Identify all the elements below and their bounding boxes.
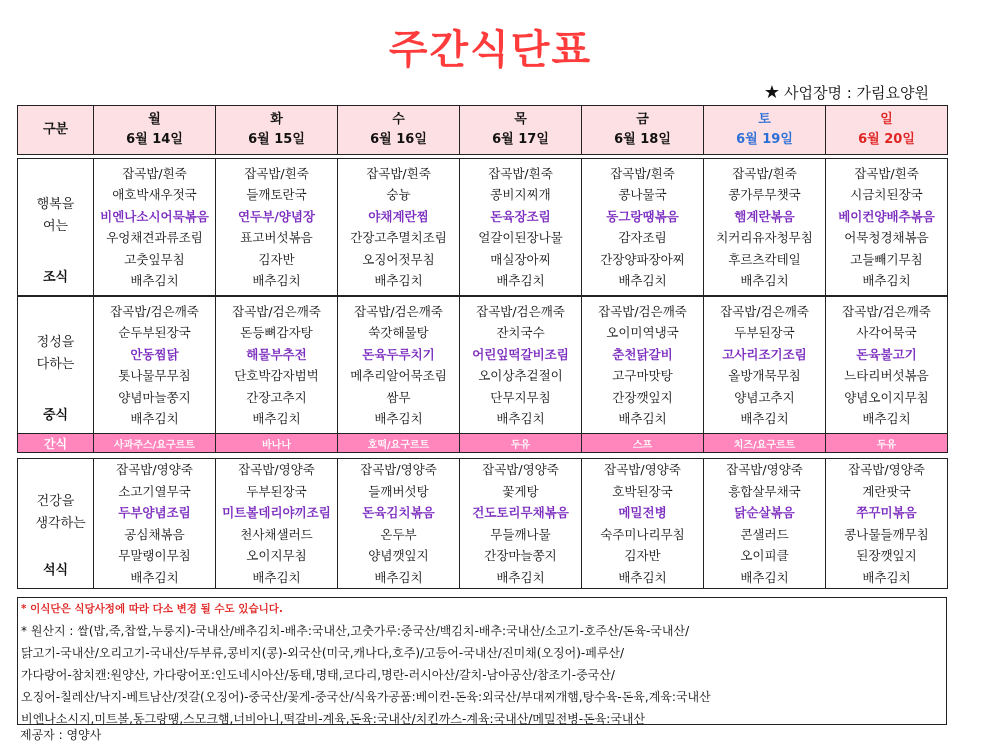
menu-cell [582, 159, 704, 296]
menu-item: 어묵청경채볶음 [844, 230, 929, 245]
menu-item: 배추김치 [374, 569, 423, 585]
menu-item: 잡곡밥/흰죽 [610, 165, 675, 181]
menu-cell [826, 459, 948, 589]
menu-item: 오이피클 [740, 548, 789, 563]
menu-item: 계란팟국 [862, 483, 911, 499]
menu-item: 배추김치 [130, 569, 179, 585]
menu-item: 후르츠칵테일 [728, 251, 801, 267]
day-date: 6월 17일 [492, 132, 549, 147]
menu-cell [94, 159, 216, 296]
day-header [94, 106, 216, 155]
menu-item: 양념깻잎지 [368, 548, 429, 563]
notes-lines [21, 620, 943, 730]
menu-item: 감자조림 [618, 230, 667, 245]
menu-cell [338, 459, 460, 589]
menu-item: 올방개묵무침 [728, 368, 801, 383]
menu-item: 꽃게탕 [502, 483, 539, 499]
menu-item: 간장고추지 [246, 389, 307, 405]
provider: 제공자 : 영양사 [20, 728, 102, 742]
menu-item: 잡곡밥/영양죽 [238, 462, 315, 477]
meal-type: 조식 [42, 270, 69, 285]
meal-label [18, 159, 94, 296]
menu-item: 오이미역냉국 [606, 325, 679, 340]
notes-line: 오징어-칠레산/낙지-베트남산/젓갈(오징어)-중국산/꽃게-중국산/식육가공품:베이컨-돈육:외국산/부대찌개햄,탕수육-돈육,계육:국내산 [21, 690, 711, 704]
menu-item: 잡곡밥/영양죽 [116, 462, 193, 477]
main-dish: 춘천닭갈비 [612, 346, 673, 362]
meal-title: 정성을 다하는 [36, 335, 75, 372]
day-header [460, 106, 582, 155]
menu-cell [94, 459, 216, 589]
day-name: 토 [758, 112, 771, 127]
menu-item: 간장마늘쫑지 [484, 548, 557, 563]
menu-item: 배추김치 [374, 411, 423, 426]
menu-item: 잡곡밥/검은깨죽 [232, 303, 321, 319]
day-name: 월 [148, 112, 161, 127]
menu-item: 매실장아찌 [490, 251, 551, 267]
day-date: 6월 20일 [858, 132, 915, 147]
menu-cell [826, 159, 948, 296]
header-table [17, 105, 948, 155]
menu-item: 배추김치 [496, 569, 545, 585]
menu-item: 숭늉 [386, 187, 411, 202]
menu-item: 잡곡밥/영양죽 [482, 462, 559, 477]
day-date: 6월 16일 [370, 132, 427, 147]
meal-title: 행복을 여는 [36, 197, 75, 234]
notes-line: * 원산지 : 쌀(밥,죽,찹쌀,누룽지)-국내산/배추김치-배추:국내산,고춧가루:중국산/백김치-배추:국내산/소고기-호주산/돈육-국내산/ [21, 624, 690, 638]
menu-item: 잡곡밥/영양죽 [360, 462, 437, 477]
main-dish: 연두부/양념장 [237, 208, 316, 224]
snack-item: 두유 [826, 434, 948, 453]
menu-item: 배추김치 [496, 273, 545, 288]
main-dish: 야채계란찜 [368, 208, 429, 224]
snack-item: 바나나 [216, 434, 338, 453]
menu-item: 배추김치 [862, 273, 911, 288]
menu-item: 잡곡밥/흰죽 [244, 165, 309, 181]
menu-item: 느타리버섯볶음 [844, 368, 929, 383]
menu-item: 잡곡밥/검은깨죽 [842, 303, 931, 319]
menu-cell [216, 459, 338, 589]
meal-row [18, 459, 948, 589]
notes-line: 닭고기-국내산/오리고기-국내산/두부류,콩비지(콩)-외국산(미국,캐나다,호주)/고등어-국내산/진미채(오징어)-페루산/ [21, 646, 625, 660]
menu-item: 숙주미나리무침 [600, 526, 685, 542]
menu-item: 오징어젓무침 [362, 251, 435, 267]
menu-item: 잡곡밥/영양죽 [726, 462, 803, 477]
menu-item: 양념마늘쫑지 [118, 389, 191, 405]
menu-item: 쑥갓해물탕 [368, 325, 429, 340]
meal-label [18, 297, 94, 434]
main-dish: 메밀전병 [618, 505, 667, 520]
day-date: 6월 14일 [126, 132, 183, 147]
main-dish: 해물부추전 [246, 346, 307, 362]
menu-item: 배추김치 [862, 411, 911, 426]
menu-cell [460, 297, 582, 434]
snack-row [18, 434, 948, 453]
menu-item: 우엉채견과류조림 [106, 230, 203, 245]
menu-item: 고들빼기무침 [850, 251, 923, 267]
menu-item: 단호박감자범벅 [234, 368, 319, 383]
meal-type: 석식 [42, 563, 69, 578]
menu-item: 얼갈이된장나물 [478, 230, 563, 245]
menu-item: 천사채샐러드 [240, 526, 313, 542]
star-icon: ★ [763, 82, 780, 103]
main-dish: 쭈꾸미볶음 [856, 505, 917, 520]
menu-item: 두부된장국 [734, 325, 795, 340]
menu-item: 배추김치 [618, 411, 667, 426]
day-name: 일 [880, 112, 893, 127]
menu-item: 콩가루무챗국 [728, 187, 801, 202]
menu-cell [704, 459, 826, 589]
day-header [338, 106, 460, 155]
day-header [216, 106, 338, 155]
menu-item: 잡곡밥/검은깨죽 [354, 303, 443, 319]
snack-label: 간식 [18, 434, 94, 453]
menu-item: 잡곡밥/흰죽 [366, 165, 431, 181]
day-name: 목 [514, 112, 527, 127]
menu-item: 무들깨나물 [490, 526, 551, 542]
menu-item: 표고버섯볶음 [240, 230, 313, 245]
main-dish: 동그랑땡볶음 [606, 208, 679, 224]
main-dish: 베이컨양배추볶음 [838, 208, 935, 224]
menu-item: 배추김치 [130, 273, 179, 288]
menu-item: 잡곡밥/흰죽 [122, 165, 187, 181]
menu-item: 두부된장국 [246, 483, 307, 499]
menu-item: 순두부된장국 [118, 325, 191, 340]
facility-label: 사업장명 : 가림요양원 [783, 84, 929, 102]
menu-item: 잡곡밥/검은깨죽 [598, 303, 687, 319]
menu-item: 잡곡밥/흰죽 [732, 165, 797, 181]
menu-cell [826, 297, 948, 434]
main-dish: 돈육김치볶음 [362, 505, 435, 520]
menu-item: 치커리유자청무침 [716, 230, 813, 245]
menu-item: 들깨버섯탕 [368, 483, 429, 499]
meal-row [18, 297, 948, 434]
menu-item: 간장고추멸치조림 [350, 230, 447, 245]
day-name: 화 [270, 112, 283, 127]
day-header [826, 106, 948, 155]
meal-title: 건강을 생각하는 [35, 493, 86, 531]
day-date: 6월 15일 [248, 132, 305, 147]
main-dish: 닭순살볶음 [734, 505, 795, 520]
main-dish: 비엔나소시어묵볶음 [100, 208, 209, 224]
menu-item: 소고기열무국 [118, 483, 191, 499]
menu-cell [94, 297, 216, 434]
main-dish: 두부양념조림 [118, 505, 191, 520]
menu-item: 양념오이지무침 [844, 389, 929, 405]
main-dish: 돈육장조림 [490, 208, 551, 224]
menu-item: 잡곡밥/검은깨죽 [110, 303, 199, 319]
menu-item: 잡곡밥/영양죽 [848, 462, 925, 477]
menu-item: 톳나물무무침 [118, 368, 191, 383]
breakfast-table [17, 158, 948, 296]
main-dish: 돈육불고기 [856, 346, 917, 362]
menu-item: 된장깻잎지 [856, 548, 917, 563]
menu-item: 잔치국수 [496, 325, 545, 340]
menu-cell [460, 459, 582, 589]
meal-row [18, 159, 948, 296]
header-row [18, 106, 948, 155]
menu-item: 무말랭이무침 [118, 548, 191, 563]
menu-item: 김자반 [624, 548, 661, 563]
day-name: 수 [392, 112, 405, 127]
menu-item: 콩나물들깨무침 [844, 526, 929, 542]
main-dish: 건도토리무채볶음 [472, 505, 569, 520]
menu-cell [338, 297, 460, 434]
menu-item: 배추김치 [252, 569, 301, 585]
menu-cell [338, 159, 460, 296]
menu-item: 온두부 [380, 526, 417, 542]
menu-item: 배추김치 [740, 569, 789, 585]
menu-cell [460, 159, 582, 296]
menu-item: 콩나물국 [618, 187, 667, 202]
menu-item: 잡곡밥/흰죽 [854, 165, 919, 181]
menu-item: 배추김치 [130, 411, 179, 426]
menu-item: 애호박새우젓국 [112, 187, 197, 202]
menu-item: 메추리알어묵조림 [350, 368, 447, 383]
menu-item: 시금치된장국 [850, 187, 923, 202]
menu-item: 배추김치 [740, 273, 789, 288]
menu-item: 잡곡밥/흰죽 [488, 165, 553, 181]
day-date: 6월 18일 [614, 132, 671, 147]
menu-cell [216, 297, 338, 434]
menu-item: 오이상추겉절이 [478, 368, 563, 383]
main-dish: 어린잎떡갈비조림 [472, 346, 569, 362]
menu-item: 들깨토란국 [246, 187, 307, 202]
menu-cell [582, 459, 704, 589]
menu-item: 돈등뼈감자탕 [240, 325, 313, 340]
menu-item: 잡곡밥/검은깨죽 [476, 303, 565, 319]
menu-item: 쌈무 [386, 389, 411, 405]
menu-cell [216, 159, 338, 296]
main-dish: 안동찜닭 [130, 346, 179, 362]
main-dish: 미트볼데리야끼조림 [222, 505, 331, 520]
lunch-table [17, 296, 948, 453]
menu-item: 오이지무침 [246, 548, 307, 563]
day-date: 6월 19일 [736, 132, 793, 147]
menu-item: 배추김치 [252, 273, 301, 288]
notes-line: 비엔나소시지,미트볼,동그랑땡,스모크햄,너비아니,떡갈비-계육,돈육:국내산/치킨까스-계육:국내산/메밀전병-돈육:국내산 [21, 712, 646, 726]
dinner-table [17, 458, 948, 589]
menu-item: 단무지무침 [490, 389, 551, 405]
menu-item: 배추김치 [862, 569, 911, 585]
menu-item: 흥합살무채국 [728, 483, 801, 499]
meal-label [18, 459, 94, 589]
menu-item: 콘샐러드 [740, 526, 789, 542]
notes-warning: * 이식단은 식당사정에 따라 다소 변경 될 수도 있습니다. [21, 603, 283, 615]
menu-cell [582, 297, 704, 434]
menu-item: 고춧잎무침 [124, 251, 185, 267]
snack-item: 치즈/요구르트 [704, 434, 826, 453]
main-dish: 햄계란볶음 [734, 208, 795, 224]
menu-item: 잡곡밥/검은깨죽 [720, 303, 809, 319]
notes-line: 가다랑어-참치캔:원양산, 가다랑어포:인도네시아산/동태,명태,코다리,명란-러시아산/갈치-남아공산/참조기-중국산/ [21, 668, 615, 682]
menu-item: 간장양파장아찌 [600, 251, 685, 267]
menu-cell [704, 297, 826, 434]
meal-type: 중식 [42, 408, 69, 423]
menu-item: 잡곡밥/영양죽 [604, 462, 681, 477]
menu-item: 배추김치 [252, 411, 301, 426]
menu-item: 고구마맛탕 [612, 368, 673, 383]
page-title: 주간식단표 [388, 27, 593, 73]
main-dish: 고사리조기조림 [722, 346, 807, 362]
menu-item: 양념고추지 [734, 389, 795, 405]
menu-item: 사각어묵국 [856, 325, 917, 340]
menu-item: 공심채볶음 [124, 526, 185, 542]
snack-item: 스프 [582, 434, 704, 453]
day-header [582, 106, 704, 155]
menu-item: 배추김치 [740, 411, 789, 426]
menu-item: 콩비지찌개 [490, 187, 551, 202]
day-header [704, 106, 826, 155]
snack-item: 두유 [460, 434, 582, 453]
menu-item: 김자반 [258, 251, 295, 267]
menu-item: 호박된장국 [612, 483, 673, 499]
notes-box [17, 597, 947, 725]
snack-item: 호떡/요구르트 [338, 434, 460, 453]
menu-item: 간장깻잎지 [612, 389, 673, 405]
menu-item: 배추김치 [496, 411, 545, 426]
menu-item: 배추김치 [618, 273, 667, 288]
main-dish: 돈육두루치기 [362, 346, 435, 362]
menu-item: 배추김치 [374, 273, 423, 288]
facility-name [764, 82, 929, 103]
gubun-header: 구분 [18, 106, 94, 155]
menu-item: 배추김치 [618, 569, 667, 585]
snack-item: 사과주스/요구르트 [94, 434, 216, 453]
menu-cell [704, 159, 826, 296]
day-name: 금 [636, 112, 649, 127]
